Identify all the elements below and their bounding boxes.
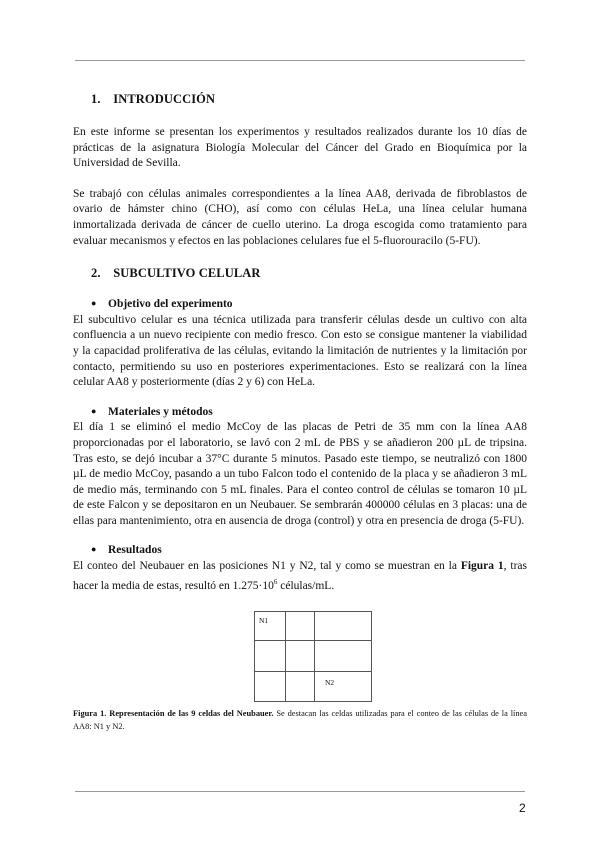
- grid-cell: [285, 671, 315, 702]
- objective-heading: [73, 297, 527, 313]
- methods-heading-text: Materiales y métodos: [108, 405, 213, 418]
- intro-paragraph-2: Se trabajó con células animales correspondientes a la línea AA8, derivada de fibroblastos de ovario de hámster chino (CHO), así como con células HeLa, una línea celular humana inmortalizada derivada de cáncer de cuello uterino. La droga escogida como tratamiento para evaluar mecanismos y efectos en las poblaciones celulares fue el 5-fluorouracilo (5-FU).: [73, 187, 527, 247]
- grid-cell: [285, 611, 315, 641]
- neubauer-grid-figure: [254, 611, 372, 702]
- objective-heading-text: Objetivo del experimento: [108, 298, 233, 311]
- objective-paragraph: El subcultivo celular es una técnica utilizada para transferir células desde un cultivo con alta confluencia a un nuevo recipiente con medio fresco. Con esto se consigue mantener la viabilidad y la capacidad proliferativa de las células, evitando la limitación de nutrientes y la limitación por contacto, permitiendo su uso en posteriores experimentaciones. Esto se realizará con la línea celular AA8 y posteriormente (días 2 y 6) con HeLa.: [73, 313, 527, 389]
- page-number: 2: [519, 801, 526, 815]
- methods-paragraph: El día 1 se eliminó el medio McCoy de las placas de Petri de 35 mm con la línea AA8 proporcionadas por el laboratorio, se lavó con 2 mL de PBS y se añadieron 200 µL de tripsina. Tras esto, se dejó incubar a 37°C durante 5 minutos. Pasado este tiempo, se neutralizó con 1800 µL de medio McCoy, pasando a un tubo Falcon todo el contenido de la placa y se añadieron 3 mL de medio más, terminando con 5 mL finales. Para el conteo control de células se tomaron 10 µL de este Falcon y se depositaron en un Neubauer. Se sembrarán 400000 células en 3 placas: una de ellas para mantenimiento, otra en ausencia de droga (control) y otra en presencia de droga (5-FU).: [73, 421, 527, 527]
- section-1-title: INTRODUCCIÓN: [113, 92, 216, 106]
- grid-cell: [254, 640, 286, 672]
- figure-1-caption-text: Se destacan las celdas utilizadas para el conteo de las células de la línea AA8: N1 y N2.: [73, 709, 527, 732]
- bullet-icon: ●: [91, 544, 97, 555]
- grid-cell-n1-label: N1: [259, 616, 269, 626]
- results-text-before: El conteo del Neubauer en las posiciones N1 y N2, tal y como se muestran en la: [73, 560, 461, 573]
- grid-cell-n2: [314, 671, 372, 702]
- results-exponent: 6: [273, 577, 278, 586]
- grid-cell: [314, 640, 372, 672]
- document-body: [73, 92, 527, 733]
- grid-cell: [314, 611, 372, 641]
- results-paragraph: [73, 559, 527, 594]
- section-1-heading: [73, 92, 527, 107]
- grid-cell-n1: [254, 611, 286, 641]
- results-heading: [73, 543, 527, 559]
- figure-1-caption: [73, 707, 527, 733]
- results-text-after-2: células/mL.: [277, 579, 335, 592]
- methods-heading: [73, 405, 527, 421]
- figure-1-caption-title: Figura 1. Representación de las 9 celdas del Neubauer.: [73, 709, 274, 719]
- results-text-after-1: , tras hacer la media de estas, resultó en 1.275·10: [73, 560, 527, 592]
- section-1-number: 1.: [91, 92, 101, 106]
- bullet-icon: ●: [91, 298, 97, 309]
- results-heading-text: Resultados: [108, 544, 162, 557]
- bullet-icon: ●: [91, 405, 97, 416]
- grid-cell-n2-label: N2: [325, 678, 335, 688]
- intro-paragraph-1: En este informe se presentan los experimentos y resultados realizados durante los 10 días de prácticas de la asignatura Biología Molecular del Cáncer del Grado en Bioquímica por la Universidad de Sevilla.: [73, 126, 527, 170]
- section-2-title: SUBCULTIVO CELULAR: [113, 266, 261, 281]
- grid-cell: [285, 640, 315, 672]
- figure-1-reference: Figura 1: [460, 560, 504, 573]
- header-rule: [75, 60, 525, 61]
- grid-cell: [254, 671, 286, 702]
- footer-rule: [75, 791, 525, 792]
- section-2-number: 2.: [91, 266, 101, 281]
- section-2-heading: [73, 266, 527, 281]
